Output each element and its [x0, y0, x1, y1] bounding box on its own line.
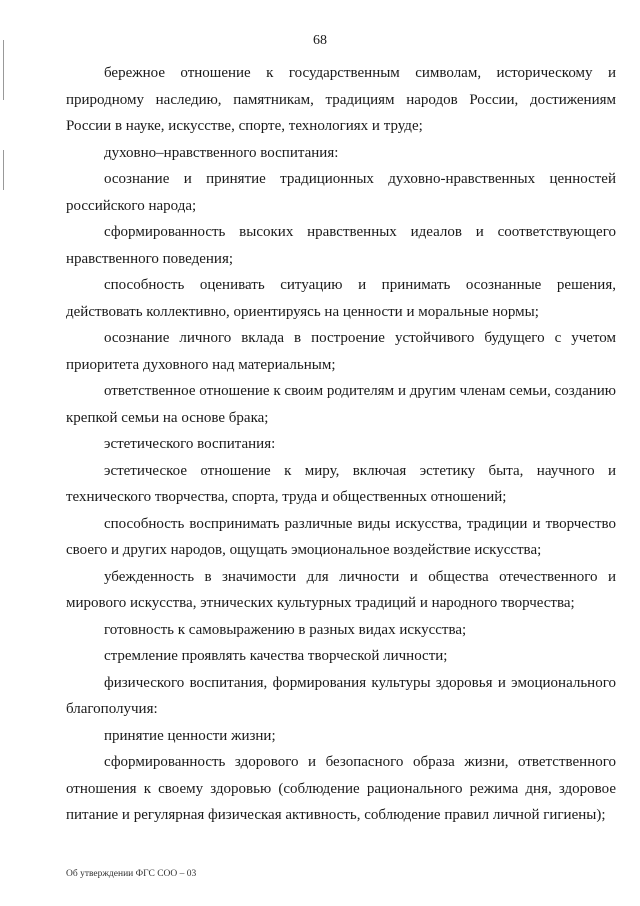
paragraph: убежденность в значимости для личности и общества отечественного и мирового искусства, этнических культурных традиций и народного творчества; [66, 568, 616, 611]
paragraph: осознание личного вклада в построение устойчивого будущего с учетом приоритета духовного над материальным; [66, 330, 616, 373]
paragraph: осознание и принятие традиционных духовно-нравственных ценностей российского народа; [66, 171, 616, 214]
paragraph: принятие ценности жизни; [104, 727, 276, 744]
scan-edge-mark [3, 150, 4, 190]
paragraph: способность оценивать ситуацию и принимать осознанные решения, действовать коллективно, ориентируясь на ценности и моральные нормы; [66, 277, 616, 320]
section-heading: духовно–нравственного воспитания: [104, 144, 339, 161]
paragraph: сформированность высоких нравственных идеалов и соответствующего нравственного поведения; [66, 224, 616, 267]
section-heading: физического воспитания, формирования культуры здоровья и эмоционального благополучия: [66, 674, 616, 717]
paragraph: ответственное отношение к своим родителям и другим членам семьи, созданию крепкой семьи на основе брака; [66, 383, 616, 426]
paragraph: эстетическое отношение к миру, включая эстетику быта, научного и технического творчества, спорта, труда и общественных отношений; [66, 462, 616, 505]
paragraph: стремление проявлять качества творческой личности; [104, 648, 448, 664]
paragraph: бережное отношение к государственным символам, историческому и природному наследию, памятникам, традициям народов России, достижениям России в науке, искусстве, спорте, технологиях и труде; [66, 65, 616, 134]
page-number: 68 [313, 33, 327, 48]
scan-edge-mark [3, 40, 4, 100]
section-heading: эстетического воспитания: [104, 436, 276, 452]
paragraph: готовность к самовыражению в разных видах искусства; [104, 621, 467, 638]
document-body [66, 60, 616, 829]
paragraph: способность воспринимать различные виды искусства, традиции и творчество своего и других народов, ощущать эмоциональное воздействие искусства; [66, 515, 616, 558]
paragraph: сформированность здорового и безопасного образа жизни, ответственного отношения к своему здоровью (соблюдение рационального режима дня, здоровое питание и регулярная физическая активность, соблюдение правил личной гигиены); [66, 754, 616, 823]
footer-note: Об утверждении ФГС СОО – 03 [66, 869, 197, 879]
